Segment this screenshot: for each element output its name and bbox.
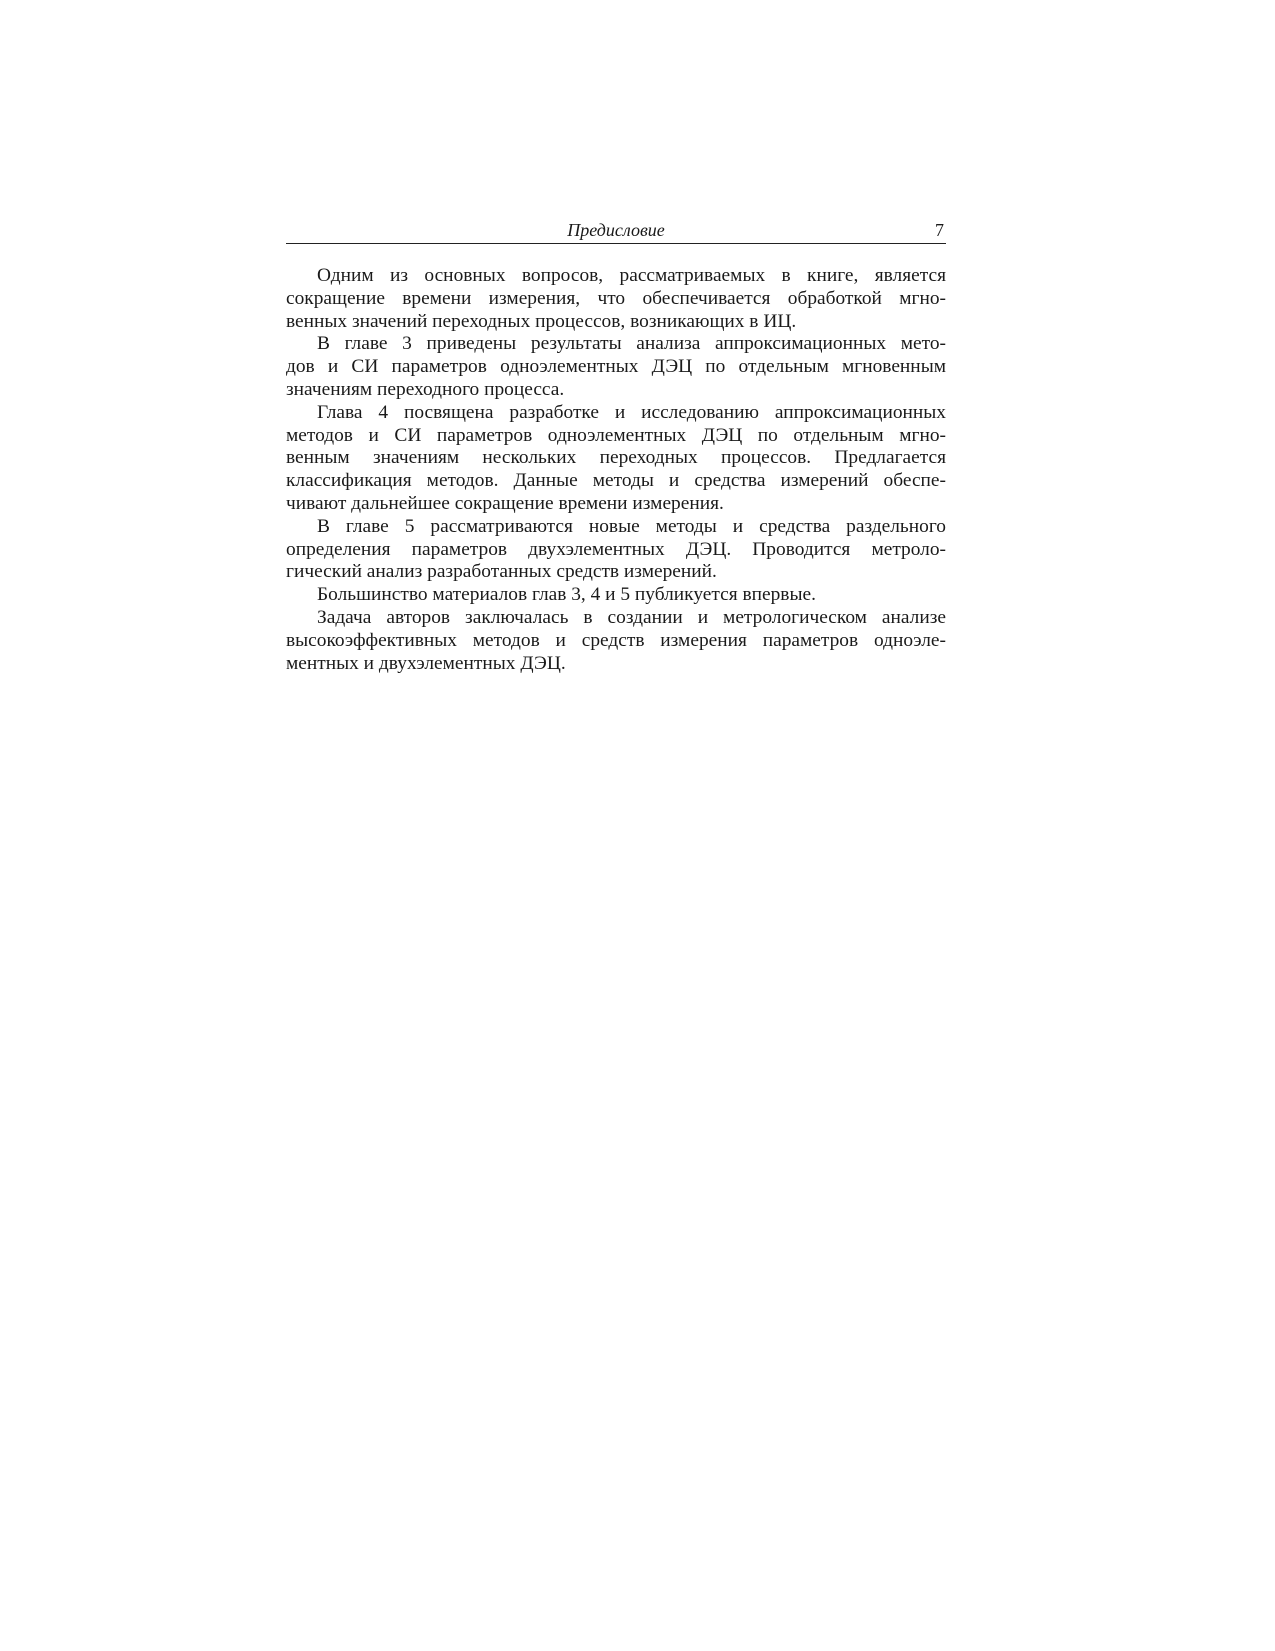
text-line: чивают дальнейшее сокращение времени измерения. <box>286 492 724 514</box>
text-line: высокоэффективных методов и средств измерения параметров одноэле- <box>286 629 946 651</box>
text-line: венным значениям нескольких переходных процессов. Предлагается <box>286 447 946 469</box>
text-line: В главе 5 рассматриваются новые методы и средства раздельного <box>317 515 946 537</box>
text-line: ментных и двухэлементных ДЭЦ. <box>286 652 566 674</box>
paragraph <box>286 402 946 516</box>
text-line: гический анализ разработанных средств измерений. <box>286 561 717 583</box>
paragraph <box>286 265 946 333</box>
page-block <box>286 219 946 675</box>
paragraph <box>286 607 946 675</box>
text-line: методов и СИ параметров одноэлементных ДЭЦ по отдельным мгно- <box>286 424 946 446</box>
text-line: сокращение времени измерения, что обеспечивается обработкой мгно- <box>286 287 946 309</box>
page-number: 7 <box>935 220 944 240</box>
text-line: классификация методов. Данные методы и средства измерений обеспе- <box>286 470 946 492</box>
text-line: Большинство материалов глав 3, 4 и 5 публикуется впервые. <box>317 584 816 606</box>
text-line: значениям переходного процесса. <box>286 378 565 400</box>
text-line: Задача авторов заключалась в создании и метрологическом анализе <box>317 606 946 628</box>
text-line: В главе 3 приведены результаты анализа аппроксимационных мето- <box>317 333 946 355</box>
paragraph <box>286 584 946 607</box>
text-line: венных значений переходных процессов, возникающих в ИЦ. <box>286 310 797 332</box>
body-text <box>286 265 946 675</box>
text-line: Одним из основных вопросов, рассматриваемых в книге, является <box>317 265 946 286</box>
text-line: дов и СИ параметров одноэлементных ДЭЦ по отдельным мгновенным <box>286 356 946 378</box>
running-title: Предисловие <box>567 220 665 240</box>
text-line: определения параметров двухэлементных ДЭЦ. Проводится метроло- <box>286 538 946 560</box>
text-line: Глава 4 посвящена разработке и исследованию аппроксимационных <box>317 401 946 423</box>
paragraph <box>286 333 946 401</box>
running-header <box>286 219 946 244</box>
paragraph <box>286 516 946 584</box>
